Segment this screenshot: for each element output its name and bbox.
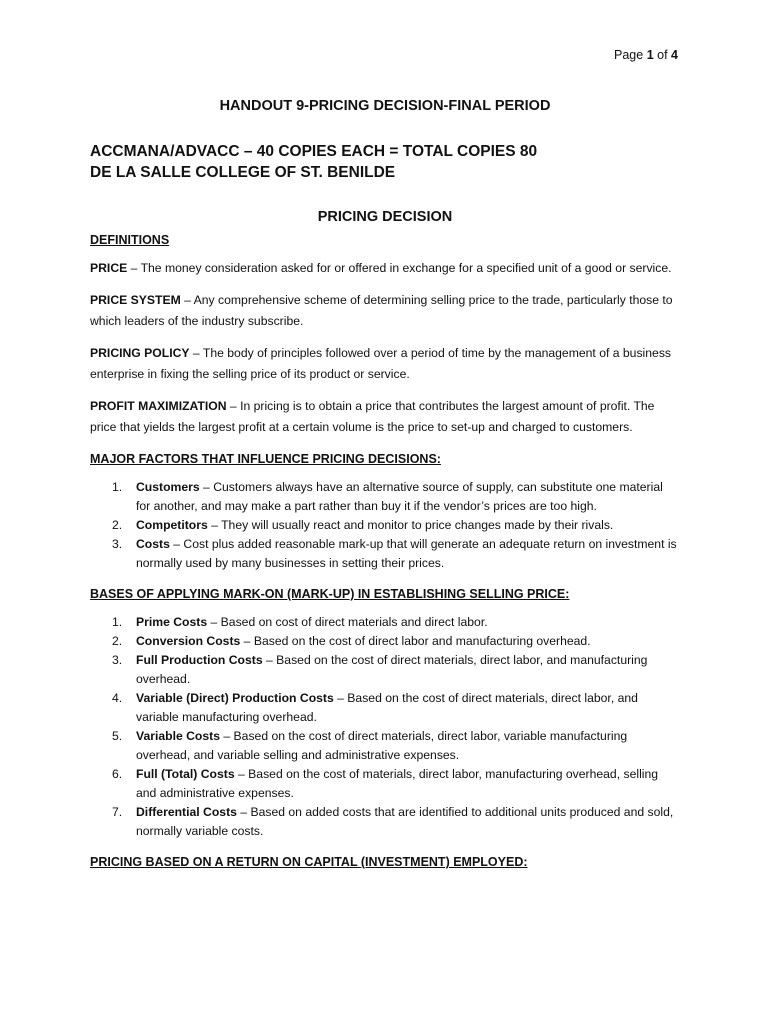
bases-list (90, 613, 680, 841)
list-text: – They will usually react and monitor to price changes made by their rivals. (207, 518, 614, 532)
list-text: – Based on the cost of direct materials, direct labor, and manufacturing overhead. (136, 653, 648, 686)
list-text: – Cost plus added reasonable mark-up that will generate an adequate return on investment is normally used by many businesses in setting their prices. (136, 537, 677, 570)
list-term: Prime Costs (136, 615, 208, 629)
definition-text: – The body of principles followed over a period of time by the management of a business enterprise in fixing the selling price of its product or service. (90, 346, 672, 381)
list-number: 1. (112, 480, 123, 494)
list-item (90, 535, 680, 573)
factors-list (90, 478, 680, 573)
definition-text: – The money consideration asked for or offered in exchange for a specified unit of a good or service. (127, 261, 672, 275)
definition-term: PRICE SYSTEM (90, 293, 181, 307)
page-of: of (657, 48, 668, 62)
list-term: Variable Costs (136, 729, 220, 743)
list-number: 5. (112, 729, 123, 743)
list-item (90, 765, 680, 803)
page-label: Page (614, 48, 644, 62)
list-item (90, 689, 680, 727)
definition-text: – Any comprehensive scheme of determining selling price to the trade, particularly those to which leaders of the industry subscribe. (90, 293, 673, 328)
list-number: 3. (112, 653, 123, 667)
list-term: Customers (136, 480, 200, 494)
document-content (90, 98, 680, 869)
course-line-1: ACCMANA/ADVACC – 40 COPIES EACH = TOTAL COPIES 80 (90, 143, 538, 160)
list-item (90, 632, 680, 651)
page-current: 1 (646, 48, 654, 62)
list-item (90, 516, 680, 535)
course-line-2: DE LA SALLE COLLEGE OF ST. BENILDE (90, 164, 396, 181)
handout-title: HANDOUT 9-PRICING DECISION-FINAL PERIOD (219, 98, 551, 114)
definition-term: PRICING POLICY (90, 346, 190, 360)
definitions-heading: DEFINITIONS (90, 233, 170, 247)
list-number: 4. (112, 691, 123, 705)
list-number: 2. (112, 634, 123, 648)
definition-term: PROFIT MAXIMIZATION (90, 399, 227, 413)
list-term: Conversion Costs (136, 634, 241, 648)
definition-price-system (90, 290, 680, 332)
definition-pricing-policy (90, 343, 680, 385)
list-text: – Customers always have an alternative source of supply, can substitute one material for another, and may make a part rather than buy it if the vendor’s prices are too high. (136, 480, 663, 513)
list-item (90, 478, 680, 516)
return-on-capital-heading: PRICING BASED ON A RETURN ON CAPITAL (INVESTMENT) EMPLOYED: (90, 855, 528, 869)
section-title: PRICING DECISION (317, 209, 453, 225)
factors-heading: MAJOR FACTORS THAT INFLUENCE PRICING DECISIONS: (90, 452, 441, 466)
definition-price (90, 258, 680, 279)
page-total: 4 (671, 48, 678, 62)
list-text: – Based on the cost of materials, direct labor, manufacturing overhead, selling and administrative expenses. (136, 767, 659, 800)
list-text: – Based on cost of direct materials and direct labor. (207, 615, 488, 629)
list-item (90, 651, 680, 689)
list-term: Variable (Direct) Production Costs (136, 691, 334, 705)
list-term: Full Production Costs (136, 653, 263, 667)
bases-heading: BASES OF APPLYING MARK-ON (MARK-UP) IN ESTABLISHING SELLING PRICE: (90, 587, 570, 601)
list-text: – Based on the cost of direct materials, direct labor, and variable manufacturing overhead. (136, 691, 638, 724)
list-number: 6. (112, 767, 123, 781)
list-term: Competitors (136, 518, 208, 532)
list-item (90, 727, 680, 765)
list-number: 1. (112, 615, 123, 629)
definition-term: PRICE (90, 261, 128, 275)
list-number: 7. (112, 805, 123, 819)
list-term: Differential Costs (136, 805, 237, 819)
list-term: Costs (136, 537, 170, 551)
list-number: 3. (112, 537, 123, 551)
list-item (90, 803, 680, 841)
page-number (614, 48, 678, 62)
list-item (90, 613, 680, 632)
list-term: Full (Total) Costs (136, 767, 235, 781)
definition-text: – In pricing is to obtain a price that contributes the largest amount of profit. The price that yields the largest profit at a certain volume is the price to set-up and charged to customers. (90, 399, 655, 434)
list-text: – Based on the cost of direct materials, direct labor, variable manufacturing overhead, and variable selling and administrative expenses. (136, 729, 628, 762)
list-number: 2. (112, 518, 123, 532)
list-text: – Based on the cost of direct labor and manufacturing overhead. (240, 634, 591, 648)
list-text: – Based on added costs that are identified to additional units produced and sold, normally variable costs. (136, 805, 674, 838)
definition-profit-maximization (90, 396, 680, 438)
